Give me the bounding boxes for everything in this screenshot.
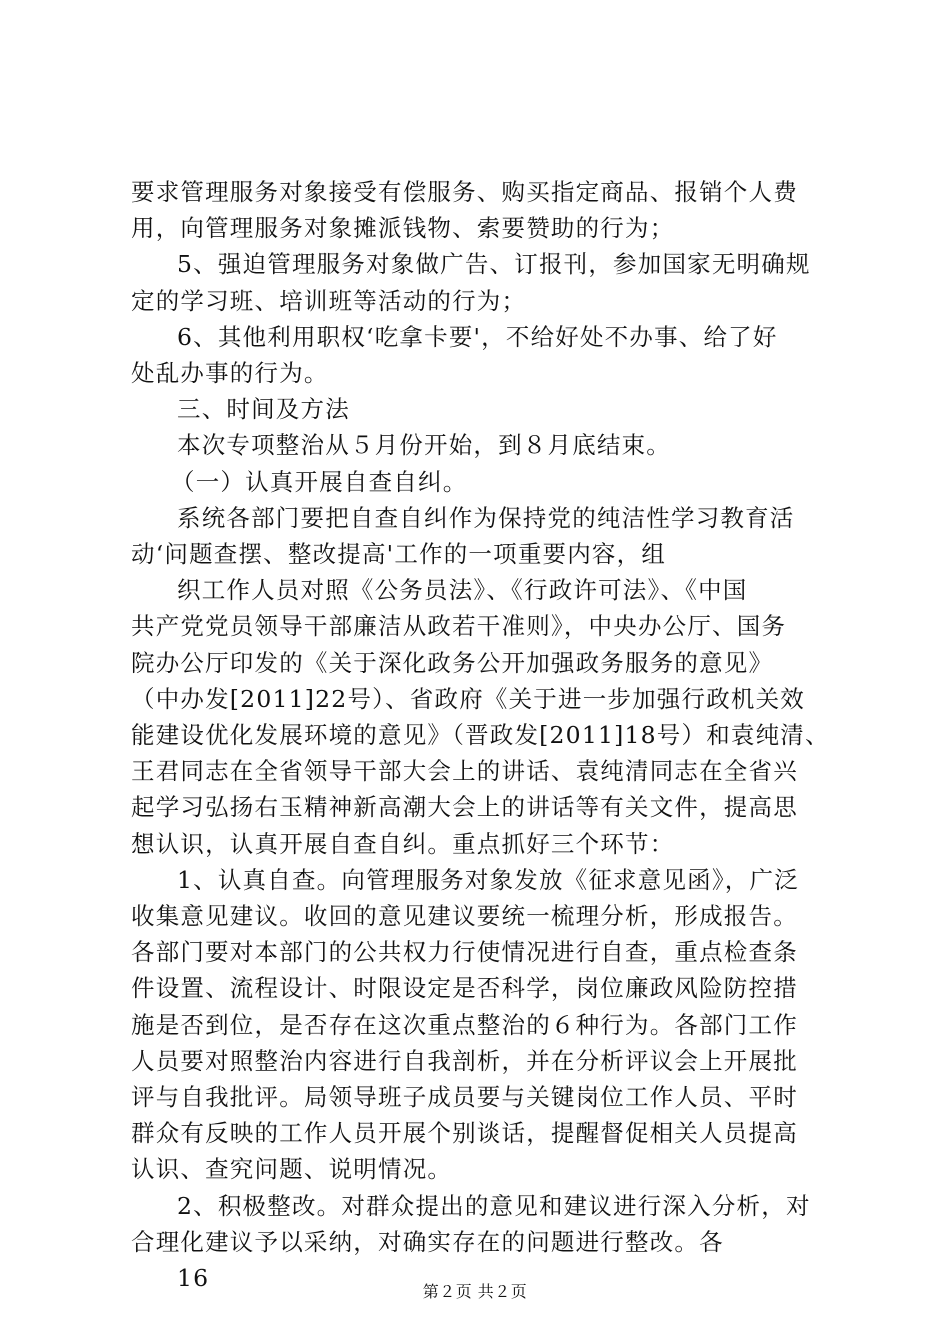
text-line: 6、其他利用职权‘吃拿卡要'，不给好处不办事、给了好 [177, 322, 778, 351]
text-line: 人员要对照整治内容进行自我剖析，并在分析评议会上开展批 [131, 1046, 798, 1075]
inline-page-number: 16 [177, 1264, 210, 1293]
text-line: 系统各部门要把自查自纠作为保持党的纯洁性学习教育活 [177, 503, 795, 532]
text-line: 群众有反映的工作人员开展个别谈话，提醒督促相关人员提高 [131, 1119, 798, 1148]
section-heading: 三、时间及方法 [177, 395, 350, 424]
subsection-heading: （一）认真开展自查自纠。 [171, 467, 468, 496]
text-line: 能建设优化发展环境的意见》（晋政发[2011]18号）和袁纯清、 [131, 721, 830, 750]
text-line: 定的学习班、培训班等活动的行为； [131, 286, 527, 315]
text-line: 合理化建议予以采纳，对确实存在的问题进行整改。各 [131, 1227, 724, 1256]
text-line: 件设置、流程设计、时限设定是否科学，岗位廉政风险防控措 [131, 974, 798, 1003]
text-line: 认识、查究问题、说明情况。 [131, 1155, 453, 1184]
text-line: 收集意见建议。收回的意见建议要统一梳理分析，形成报告。 [131, 902, 798, 931]
text-line: 5、强迫管理服务对象做广告、订报刊，参加国家无明确规 [177, 250, 811, 279]
text-line: 处乱办事的行为。 [131, 359, 329, 388]
text-line: 施是否到位，是否存在这次重点整治的６种行为。各部门工作 [131, 1010, 798, 1039]
text-line: 评与自我批评。局领导班子成员要与关键岗位工作人员、平时 [131, 1083, 798, 1112]
text-line: 用，向管理服务对象摊派钱物、索要赞助的行为； [131, 214, 675, 243]
text-line: 织工作人员对照《公务员法》、《行政许可法》、《中国 [177, 576, 748, 605]
text-line: 起学习弘扬右玉精神新高潮大会上的讲话等有关文件，提高思 [131, 793, 798, 822]
text-line: 动‘问题查摆、整改提高'工作的一项重要内容，组 [131, 540, 667, 569]
text-line: 想认识，认真开展自查自纠。重点抓好三个环节： [131, 829, 675, 858]
text-line: （中办发[2011]22号）、省政府《关于进一步加强行政机关效 [131, 684, 805, 713]
text-line: 共产党党员领导干部廉洁从政若干准则》，中央办公厅、国务 [131, 612, 787, 641]
text-line: 2、积极整改。对群众提出的意见和建议进行深入分析，对 [177, 1191, 811, 1220]
text-line: 1、认真自查。向管理服务对象发放《征求意见函》，广泛 [177, 865, 799, 894]
text-line: 各部门要对本部门的公共权力行使情况进行自查，重点检查条 [131, 938, 798, 967]
document-body [131, 174, 831, 1296]
text-line: 院办公厅印发的《关于深化政务公开加强政务服务的意见》 [131, 648, 774, 677]
text-line: 要求管理服务对象接受有偿服务、购买指定商品、报销个人费 [131, 178, 798, 206]
page-footer: 第２页 共２页 [422, 1282, 528, 1301]
text-line: 王君同志在全省领导干部大会上的讲话、袁纯清同志在全省兴 [131, 757, 798, 786]
text-line: 本次专项整治从５月份开始，到８月底结束。 [177, 431, 671, 460]
